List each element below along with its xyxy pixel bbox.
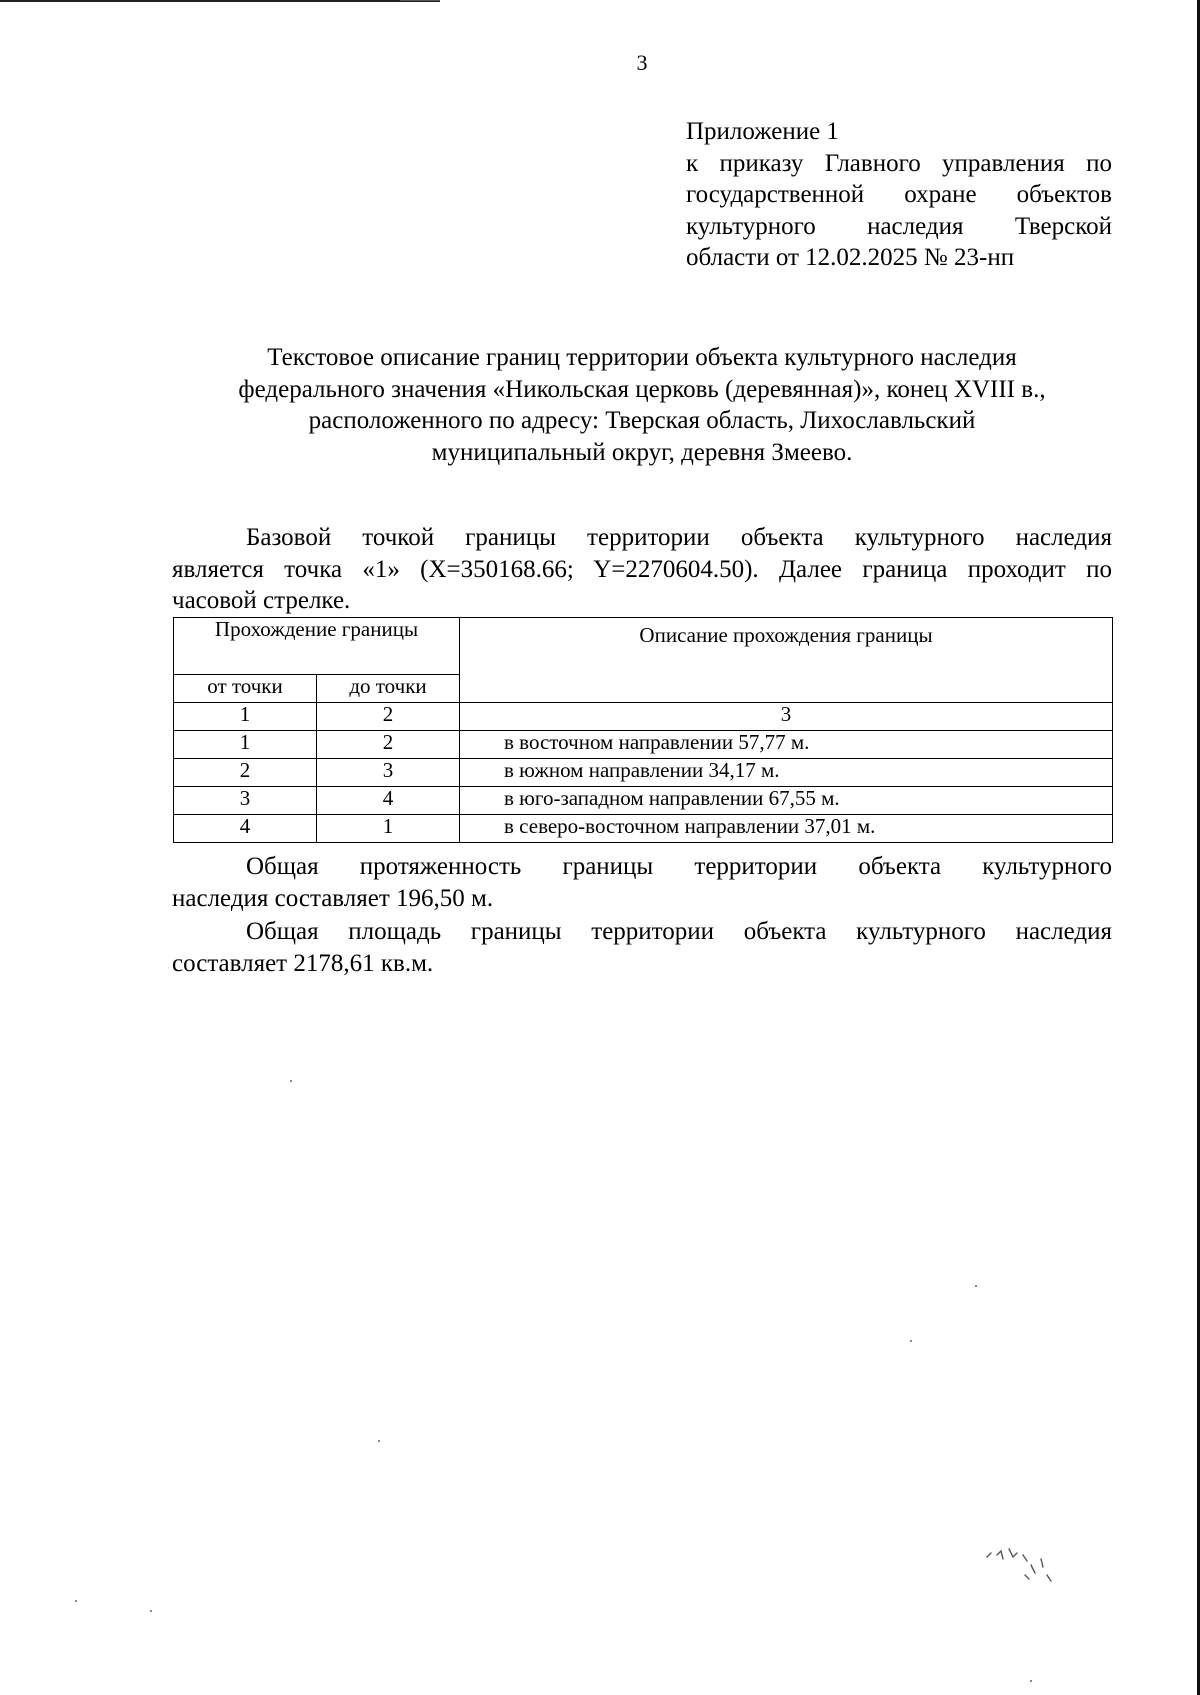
description-cell: в восточном направлении 57,77 м. <box>460 731 1113 759</box>
summary-section <box>172 851 1112 979</box>
scan-speck <box>150 1610 152 1612</box>
from-point-cell: 4 <box>174 815 317 843</box>
description-cell: в юго-западном направлении 67,55 м. <box>460 787 1113 815</box>
scan-speck <box>975 1285 977 1287</box>
from-point-cell: 1 <box>174 731 317 759</box>
table-row <box>174 759 1113 787</box>
to-point-cell: 3 <box>317 759 460 787</box>
intro-line: является точка «1» (X=350168.66; Y=2270604.50). Далее граница проходит по <box>172 555 1112 583</box>
table-row <box>174 787 1113 815</box>
scan-speck <box>910 1340 912 1342</box>
page-number: 3 <box>636 50 648 75</box>
scan-edge-top <box>0 0 440 2</box>
title-line: Текстовое описание границ территории объекта культурного наследия <box>267 344 1017 371</box>
from-point-cell: 2 <box>174 759 317 787</box>
column-numbering-row <box>174 703 1113 731</box>
scan-speck <box>290 1080 292 1082</box>
table-row <box>174 731 1113 759</box>
to-point-cell: 2 <box>317 731 460 759</box>
intro-line: часовой стрелке. <box>172 587 351 614</box>
total-length-line: Общая протяженность границы территории объекта культурного <box>246 853 1112 880</box>
to-point-cell: 4 <box>317 787 460 815</box>
intro-line: Базовой точкой границы территории объекта культурного наследия <box>246 524 1112 551</box>
boundary-table <box>173 617 1113 843</box>
column-number: 2 <box>317 703 460 731</box>
column-number: 3 <box>460 703 1113 731</box>
to-point-cell: 1 <box>317 815 460 843</box>
appendix-line: государственной охране объектов <box>686 181 1112 208</box>
scan-speck <box>378 1440 380 1442</box>
appendix-line: области от 12.02.2025 № 23-нп <box>686 244 1015 271</box>
header-boundary-description: Описание прохождения границы <box>460 618 1113 703</box>
scan-edge-top-mark <box>400 0 440 1</box>
appendix-line: культурного наследия Тверской <box>686 212 1112 240</box>
description-cell: в южном направлении 34,17 м. <box>460 759 1113 787</box>
intro-paragraph <box>172 522 1112 617</box>
description-cell: в северо-восточном направлении 37,01 м. <box>460 815 1113 843</box>
from-point-cell: 3 <box>174 787 317 815</box>
appendix-line: к приказу Главного управления по <box>686 149 1112 177</box>
title-line: муниципальный округ, деревня Змеево. <box>431 438 853 466</box>
total-area-line: Общая площадь границы территории объекта культурного наследия <box>246 918 1112 945</box>
header-to-point: до точки <box>317 675 460 703</box>
scan-scribble <box>985 1545 1075 1590</box>
table-row <box>174 815 1113 843</box>
header-boundary-passage: Прохождение границы <box>174 618 460 675</box>
appendix-header <box>686 116 1112 274</box>
header-from-point: от точки <box>174 675 317 703</box>
document-title <box>172 342 1112 468</box>
title-line: расположенного по адресу: Тверская область, Лихославльский <box>308 407 976 434</box>
scan-speck <box>75 1600 77 1602</box>
appendix-line: Приложение 1 <box>686 118 839 145</box>
scan-speck <box>1030 1680 1032 1682</box>
title-line: федерального значения «Никольская церковь (деревянная)», конец XVIII в., <box>238 375 1046 403</box>
total-length-line: наследия составляет 196,50 м. <box>172 884 494 912</box>
total-area-line: составляет 2178,61 кв.м. <box>172 949 434 977</box>
column-number: 1 <box>174 703 317 731</box>
